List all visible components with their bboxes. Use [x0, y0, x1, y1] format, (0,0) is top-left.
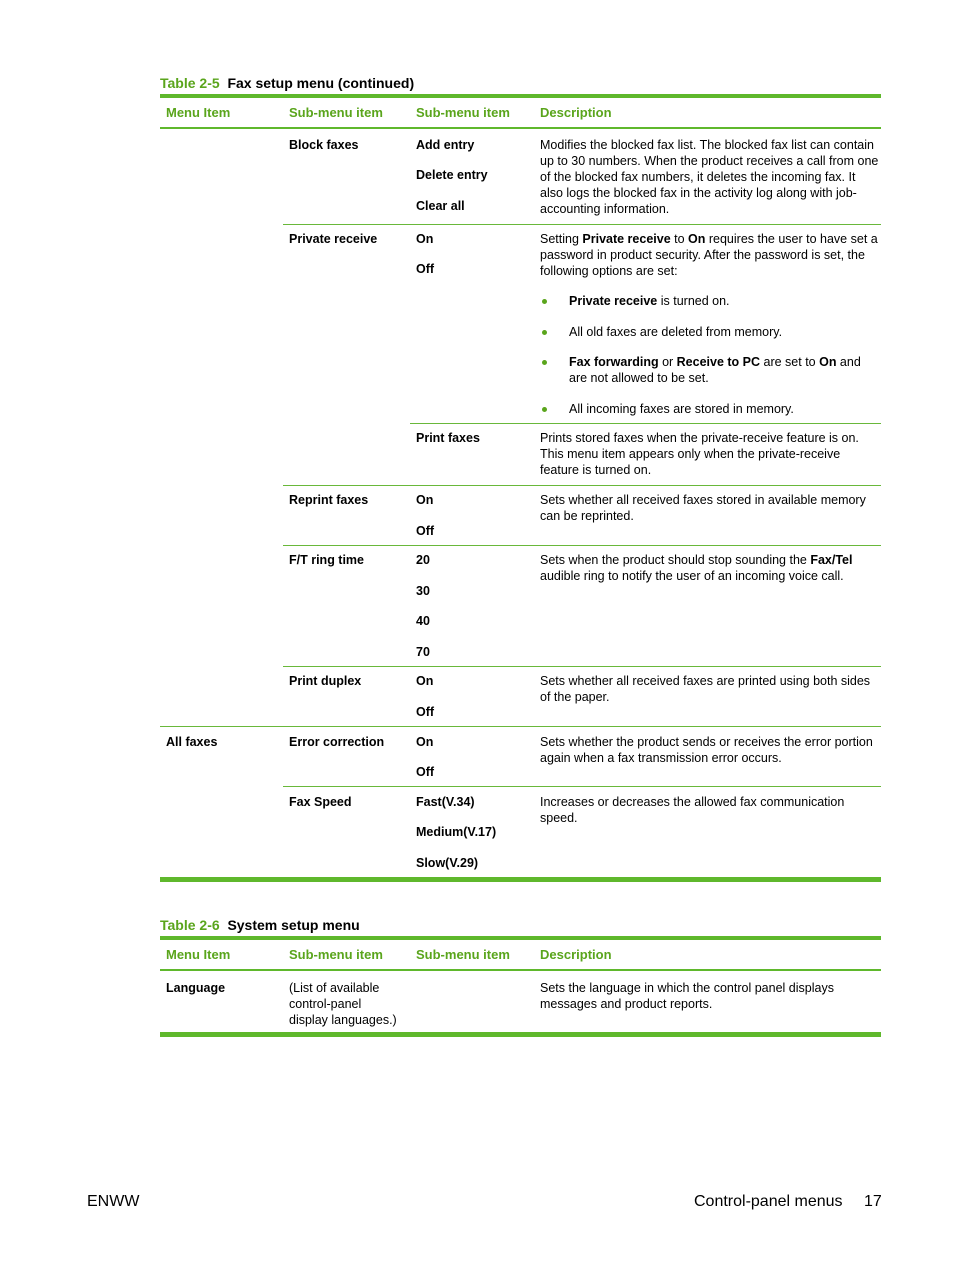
option-off: Off	[416, 262, 435, 276]
bullet-item: All incoming faxes are stored in memory.	[569, 402, 794, 416]
option-70: 70	[416, 645, 430, 659]
submenu-private-receive: Private receive	[289, 232, 378, 246]
description-ft-ring-time: Sets when the product should stop sounding the Fax/Tel audible ring to notify the user of an incoming voice call.	[540, 553, 853, 583]
description-print-faxes: Prints stored faxes when the private-receive feature is on. This menu item appears only when the private-receive feature is turned on.	[540, 431, 859, 477]
row-divider	[283, 545, 881, 546]
page-number: 17	[864, 1193, 882, 1210]
column-header-menu-item: Menu Item	[166, 105, 231, 120]
row-divider	[283, 666, 881, 667]
option-20: 20	[416, 553, 430, 567]
submenu-ft-ring-time: F/T ring time	[289, 553, 364, 567]
option-40: 40	[416, 614, 430, 628]
submenu-fax-speed: Fax Speed	[289, 795, 352, 809]
option-add-entry: Add entry	[416, 138, 475, 152]
description-fax-speed: Increases or decreases the allowed fax communication speed.	[540, 795, 845, 825]
bullet-item: Fax forwarding or Receive to PC are set to On and are not allowed to be set.	[569, 355, 861, 385]
description-print-duplex: Sets whether all received faxes are printed using both sides of the paper.	[540, 674, 871, 704]
column-header-submenu-item: Sub-menu item	[289, 105, 383, 120]
table-bottom-rule	[160, 1032, 881, 1037]
row-divider	[283, 485, 881, 486]
bullet-item: Private receive is turned on.	[569, 294, 730, 308]
menu-all-faxes: All faxes	[166, 735, 218, 749]
bullet-icon	[542, 299, 547, 304]
submenu-language-list-line: control-panel	[289, 997, 362, 1011]
option-on: On	[416, 735, 434, 749]
menu-language: Language	[166, 981, 226, 995]
bullet-icon	[542, 407, 547, 412]
bullet-icon	[542, 360, 547, 365]
column-header-submenu-item: Sub-menu item	[289, 947, 383, 962]
column-header-description: Description	[540, 947, 612, 962]
footer-left: ENWW	[87, 1193, 140, 1210]
description-language: Sets the language in which the control panel displays messages and product reports.	[540, 981, 834, 1011]
table-caption: Table 2-5 Fax setup menu (continued)	[160, 75, 415, 91]
bullet-item: All old faxes are deleted from memory.	[569, 325, 783, 339]
submenu-print-duplex: Print duplex	[289, 674, 362, 688]
row-divider	[410, 423, 881, 424]
option-on: On	[416, 232, 434, 246]
option-off: Off	[416, 524, 435, 538]
row-divider	[160, 726, 881, 727]
header-rule	[160, 127, 881, 129]
description-error-correction: Sets whether the product sends or receives the error portion again when a fax transmission error occurs.	[540, 735, 873, 765]
column-header-description: Description	[540, 105, 612, 120]
table-bottom-rule	[160, 877, 881, 882]
option-delete-entry: Delete entry	[416, 168, 488, 182]
bullet-icon	[542, 330, 547, 335]
description-reprint-faxes: Sets whether all received faxes stored in available memory can be reprinted.	[540, 493, 866, 523]
option-on: On	[416, 674, 434, 688]
submenu-language-list-line: (List of available	[289, 981, 380, 995]
submenu-error-correction: Error correction	[289, 735, 385, 749]
option-off: Off	[416, 705, 435, 719]
option-slow: Slow(V.29)	[416, 856, 479, 870]
option-on: On	[416, 493, 434, 507]
header-rule	[160, 969, 881, 971]
column-header-menu-item: Menu Item	[166, 947, 231, 962]
option-medium: Medium(V.17)	[416, 825, 497, 839]
table-top-rule	[160, 936, 881, 940]
table-top-rule	[160, 94, 881, 98]
description-block-faxes: Modifies the blocked fax list. The blocked fax list can contain up to 30 numbers. When the product receives a call from one of the blocked fax numbers, it deletes the incoming fax. It also logs the blocked fax in the activity log along with job-accounting information.	[540, 138, 879, 216]
description-private-receive: Setting Private receive to On requires the user to have set a password in product security. After the password is set, the following options are set:	[540, 232, 878, 278]
option-print-faxes: Print faxes	[416, 431, 480, 445]
table-caption: Table 2-6 System setup menu	[160, 917, 360, 933]
column-header-submenu-item-2: Sub-menu item	[416, 105, 510, 120]
row-divider	[283, 786, 881, 787]
row-divider	[283, 224, 881, 225]
submenu-block-faxes: Block faxes	[289, 138, 359, 152]
option-clear-all: Clear all	[416, 199, 465, 213]
option-fast: Fast(V.34)	[416, 795, 475, 809]
footer-section: Control-panel menus	[694, 1193, 843, 1210]
option-30: 30	[416, 584, 430, 598]
option-off: Off	[416, 765, 435, 779]
submenu-reprint-faxes: Reprint faxes	[289, 493, 369, 507]
submenu-language-list-line: display languages.)	[289, 1013, 397, 1027]
column-header-submenu-item-2: Sub-menu item	[416, 947, 510, 962]
